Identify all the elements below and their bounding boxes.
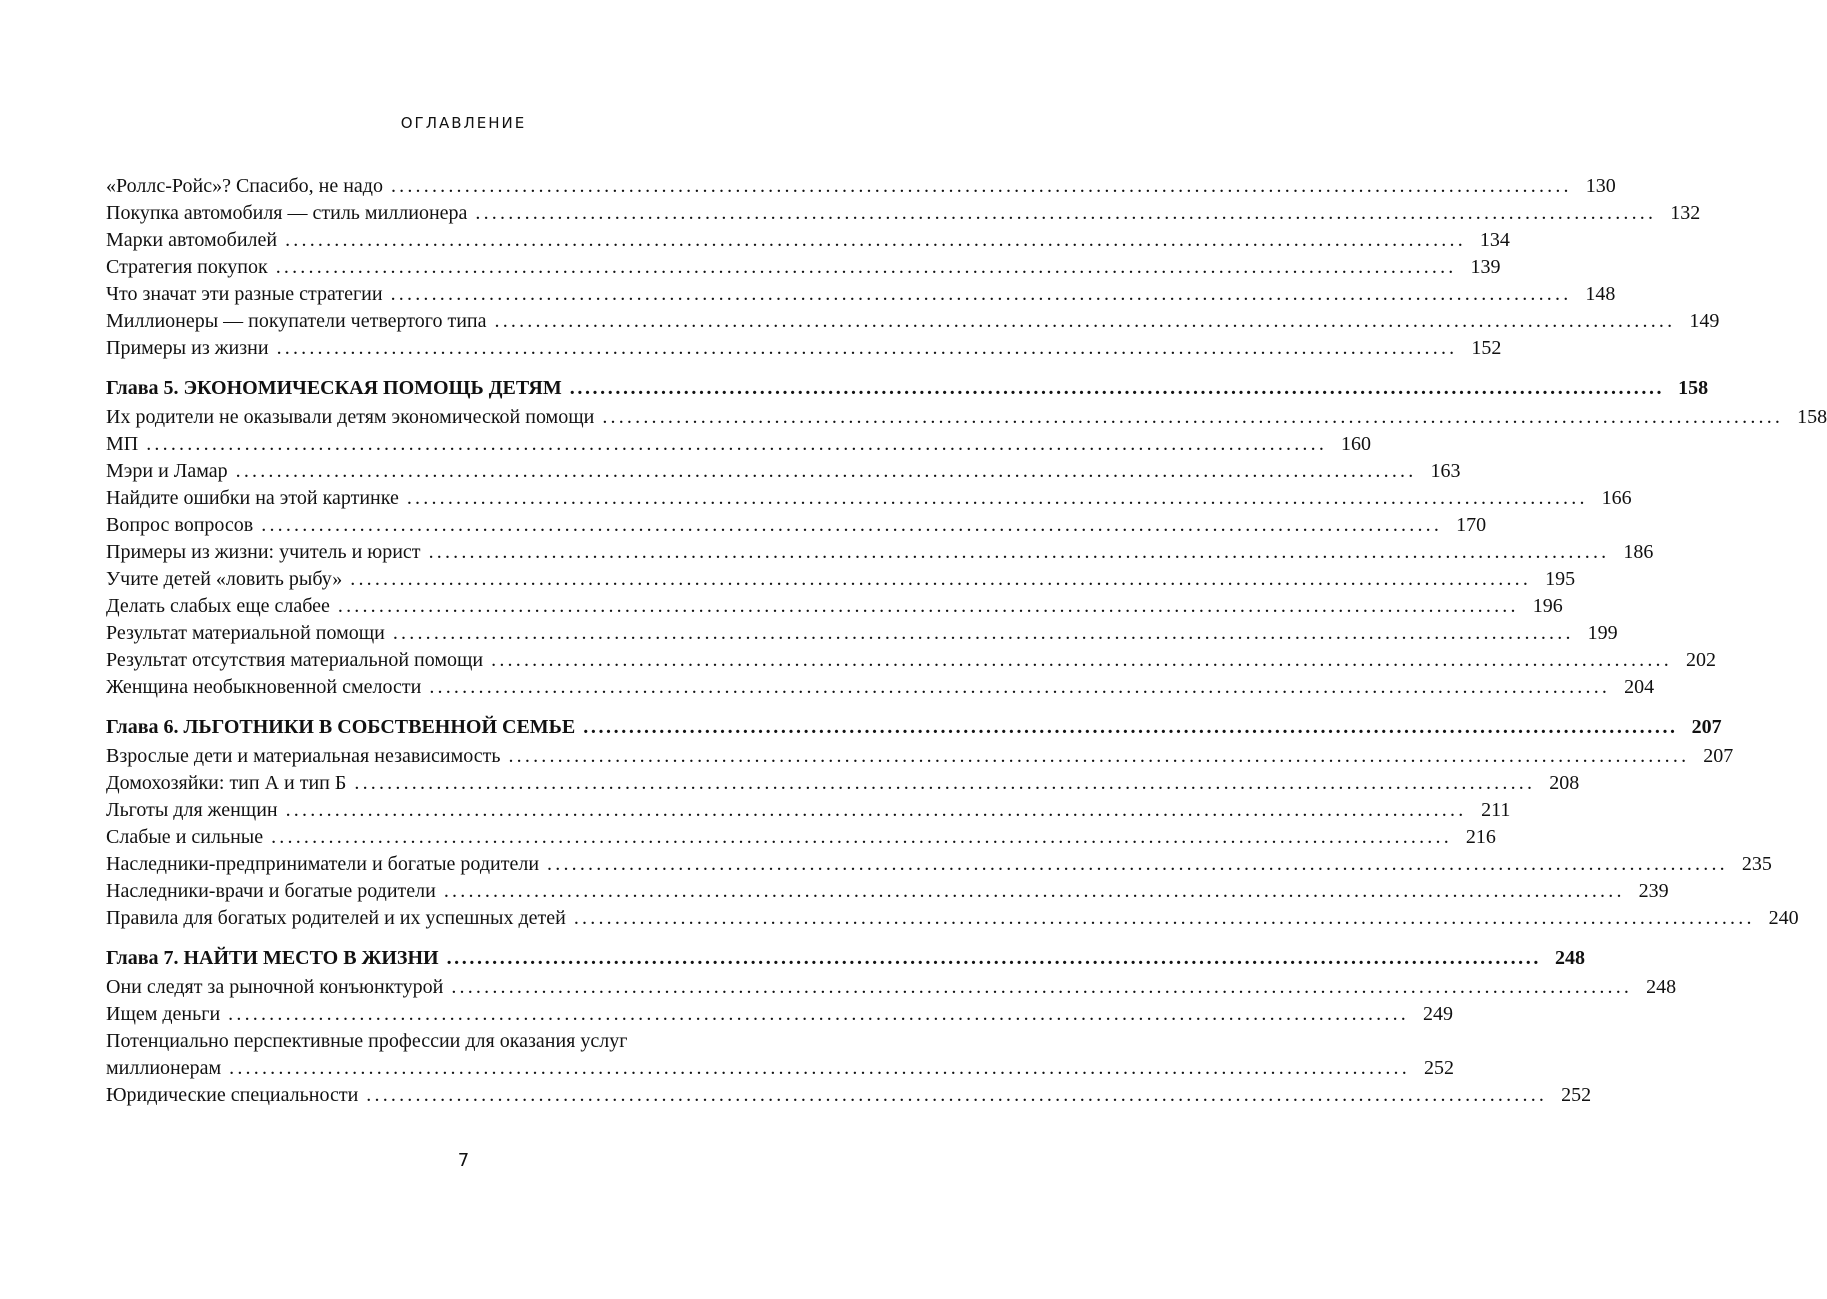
- toc-entry-page: 130: [1585, 175, 1616, 197]
- toc-entry-page: 235: [1741, 853, 1772, 875]
- dot-leader: [146, 431, 1327, 458]
- dot-leader: [447, 943, 1541, 974]
- toc-entry[interactable]: [106, 200, 1701, 227]
- toc-entry-page: 208: [1549, 772, 1580, 794]
- dot-leader: [350, 566, 1531, 593]
- toc-entry-title: Примеры из жизни: учитель и юрист: [106, 541, 421, 563]
- dot-leader: [338, 593, 1519, 620]
- toc-entry-page: 196: [1532, 595, 1563, 617]
- toc-entry-title: Вопрос вопросов: [106, 514, 254, 536]
- toc-entry[interactable]: [106, 485, 1632, 512]
- toc-section: [106, 712, 1799, 932]
- toc-chapter-heading[interactable]: [106, 712, 1722, 743]
- dot-leader: [391, 173, 1572, 200]
- toc-entry-page: 132: [1670, 202, 1701, 224]
- toc-entry-title: Слабые и сильные: [106, 826, 264, 848]
- toc-entry[interactable]: [106, 974, 1677, 1001]
- dot-leader: [602, 404, 1783, 431]
- toc-entry[interactable]: [106, 458, 1461, 485]
- toc-entry[interactable]: [106, 539, 1654, 566]
- dot-leader: [475, 200, 1656, 227]
- dot-leader: [574, 905, 1755, 932]
- toc-entry-title: Мэри и Ламар: [106, 460, 228, 482]
- toc-entry[interactable]: [106, 593, 1563, 620]
- toc-entry[interactable]: [106, 905, 1799, 932]
- dot-leader: [495, 308, 1676, 335]
- toc-entry-title: Женщина необыкновенной смелости: [106, 676, 422, 698]
- toc-entry-page: 134: [1479, 229, 1510, 251]
- toc-entry[interactable]: [106, 770, 1580, 797]
- toc-entry-page: 195: [1545, 568, 1576, 590]
- toc-section: [106, 173, 1720, 362]
- toc-entry-title: Их родители не оказывали детям экономической помощи: [106, 406, 595, 428]
- toc-entry[interactable]: [106, 1001, 1453, 1028]
- toc-entry-title: Они следят за рыночной конъюнктурой: [106, 976, 444, 998]
- toc-entry[interactable]: [106, 512, 1487, 539]
- toc-entry-page: 166: [1601, 487, 1632, 509]
- toc-chapter-page: 207: [1691, 716, 1722, 738]
- dot-leader: [451, 974, 1632, 1001]
- toc-entry-page: 252: [1561, 1084, 1592, 1106]
- toc-entry-page: 160: [1341, 433, 1372, 455]
- dot-leader: [229, 1055, 1410, 1082]
- dot-leader: [429, 539, 1610, 566]
- table-of-contents: [106, 173, 1827, 1109]
- toc-entry-title: Примеры из жизни: [106, 337, 269, 359]
- toc-section: [106, 373, 1827, 701]
- toc-entry-title: Результат материальной помощи: [106, 622, 385, 644]
- toc-entry-title: Покупка автомобиля — стиль миллионера: [106, 202, 468, 224]
- toc-entry-page: 170: [1456, 514, 1487, 536]
- toc-entry[interactable]: [106, 1082, 1592, 1109]
- toc-entry-title: Взрослые дети и материальная независимость: [106, 745, 501, 767]
- toc-entry[interactable]: [106, 431, 1372, 458]
- toc-entry-page: 216: [1465, 826, 1496, 848]
- toc-chapter-title: Глава 7. НАЙТИ МЕСТО В ЖИЗНИ: [106, 947, 439, 969]
- toc-entry-title: Что значат эти разные стратегии: [106, 283, 383, 305]
- dot-leader: [286, 797, 1467, 824]
- toc-entry[interactable]: [106, 674, 1655, 701]
- toc-entry[interactable]: [106, 335, 1502, 362]
- toc-entry-title: Наследники-врачи и богатые родители: [106, 880, 436, 902]
- dot-leader: [444, 878, 1625, 905]
- toc-entry-title: Правила для богатых родителей и их успешных детей: [106, 907, 566, 929]
- toc-entry-page: 211: [1481, 799, 1511, 821]
- toc-entry-title: МП: [106, 433, 139, 455]
- toc-entry[interactable]: [106, 878, 1669, 905]
- toc-entry-title: Миллионеры — покупатели четвертого типа: [106, 310, 487, 332]
- toc-chapter-title: Глава 6. ЛЬГОТНИКИ В СОБСТВЕННОЙ СЕМЬЕ: [106, 716, 576, 738]
- toc-entry-page: 152: [1471, 337, 1502, 359]
- toc-entry-title: Льготы для женщин: [106, 799, 278, 821]
- toc-entry-title: Марки автомобилей: [106, 229, 278, 251]
- toc-entry[interactable]: [106, 254, 1501, 281]
- toc-entry[interactable]: [106, 281, 1616, 308]
- dot-leader: [393, 620, 1574, 647]
- toc-entry[interactable]: [106, 1028, 752, 1055]
- toc-entry[interactable]: [106, 404, 1827, 431]
- toc-entry-page: 139: [1470, 256, 1501, 278]
- dot-leader: [276, 254, 1457, 281]
- dot-leader: [285, 227, 1466, 254]
- toc-entry-page: 163: [1430, 460, 1461, 482]
- toc-entry-page: 148: [1585, 283, 1616, 305]
- toc-entry-title: Домохозяйки: тип А и тип Б: [106, 772, 347, 794]
- toc-entry[interactable]: [106, 797, 1511, 824]
- toc-chapter-title: Глава 5. ЭКОНОМИЧЕСКАЯ ПОМОЩЬ ДЕТЯМ: [106, 377, 562, 399]
- dot-leader: [407, 485, 1588, 512]
- dot-leader: [547, 851, 1728, 878]
- toc-entry-title: Наследники-предприниматели и богатые родители: [106, 853, 540, 875]
- toc-entry[interactable]: [106, 173, 1616, 200]
- toc-entry-continuation[interactable]: [106, 1055, 1454, 1082]
- page-header: ОГЛАВЛЕНИЕ: [400, 114, 527, 132]
- toc-entry-page: 207: [1703, 745, 1734, 767]
- dot-leader: [570, 373, 1664, 404]
- dot-leader: [261, 512, 1442, 539]
- toc-entry-title: Делать слабых еще слабее: [106, 595, 330, 617]
- toc-entry-title: Юридические специальности: [106, 1084, 359, 1106]
- toc-entry-page: 252: [1423, 1057, 1454, 1079]
- toc-entry-title: Ищем деньги: [106, 1003, 221, 1025]
- toc-entry-title: Учите детей «ловить рыбу»: [106, 568, 343, 590]
- toc-entry-title: Стратегия покупок: [106, 256, 268, 278]
- toc-entry-title: «Роллс-Ройс»? Спасибо, не надо: [106, 175, 383, 197]
- toc-entry[interactable]: [106, 227, 1510, 254]
- dot-leader: [236, 458, 1417, 485]
- toc-entry-page: 239: [1638, 880, 1669, 902]
- toc-entry-page: 249: [1422, 1003, 1453, 1025]
- toc-chapter-heading[interactable]: [106, 373, 1709, 404]
- dot-leader: [277, 335, 1458, 362]
- toc-chapter-heading[interactable]: [106, 943, 1585, 974]
- toc-entry-page: 204: [1624, 676, 1655, 698]
- dot-leader: [391, 281, 1572, 308]
- toc-chapter-page: 248: [1554, 947, 1585, 969]
- toc-entry[interactable]: [106, 620, 1618, 647]
- toc-entry-title: Результат отсутствия материальной помощи: [106, 649, 484, 671]
- toc-section: [106, 943, 1677, 1109]
- toc-entry-page: 248: [1646, 976, 1677, 998]
- toc-entry-title: Потенциально перспективные профессии для оказания услуг: [106, 1030, 628, 1052]
- toc-entry-page: 199: [1587, 622, 1618, 644]
- toc-entry-page: 149: [1689, 310, 1720, 332]
- toc-entry-page: 240: [1768, 907, 1799, 929]
- toc-entry[interactable]: [106, 743, 1734, 770]
- toc-entry-title-continuation: миллионерам: [106, 1057, 222, 1079]
- toc-chapter-page: 158: [1678, 377, 1709, 399]
- toc-entry-page: 186: [1623, 541, 1654, 563]
- toc-entry[interactable]: [106, 566, 1576, 593]
- dot-leader: [429, 674, 1610, 701]
- toc-entry-page: 202: [1685, 649, 1716, 671]
- dot-leader: [508, 743, 1689, 770]
- toc-entry[interactable]: [106, 647, 1716, 674]
- dot-leader: [228, 1001, 1409, 1028]
- toc-entry-title: Найдите ошибки на этой картинке: [106, 487, 399, 509]
- page-number: 7: [457, 1150, 470, 1171]
- toc-entry-page: 158: [1797, 406, 1827, 428]
- dot-leader: [271, 824, 1452, 851]
- dot-leader: [366, 1082, 1547, 1109]
- toc-entry[interactable]: [106, 308, 1720, 335]
- dot-leader: [491, 647, 1672, 674]
- toc-entry[interactable]: [106, 824, 1496, 851]
- dot-leader: [583, 712, 1677, 743]
- dot-leader: [354, 770, 1535, 797]
- toc-entry[interactable]: [106, 851, 1772, 878]
